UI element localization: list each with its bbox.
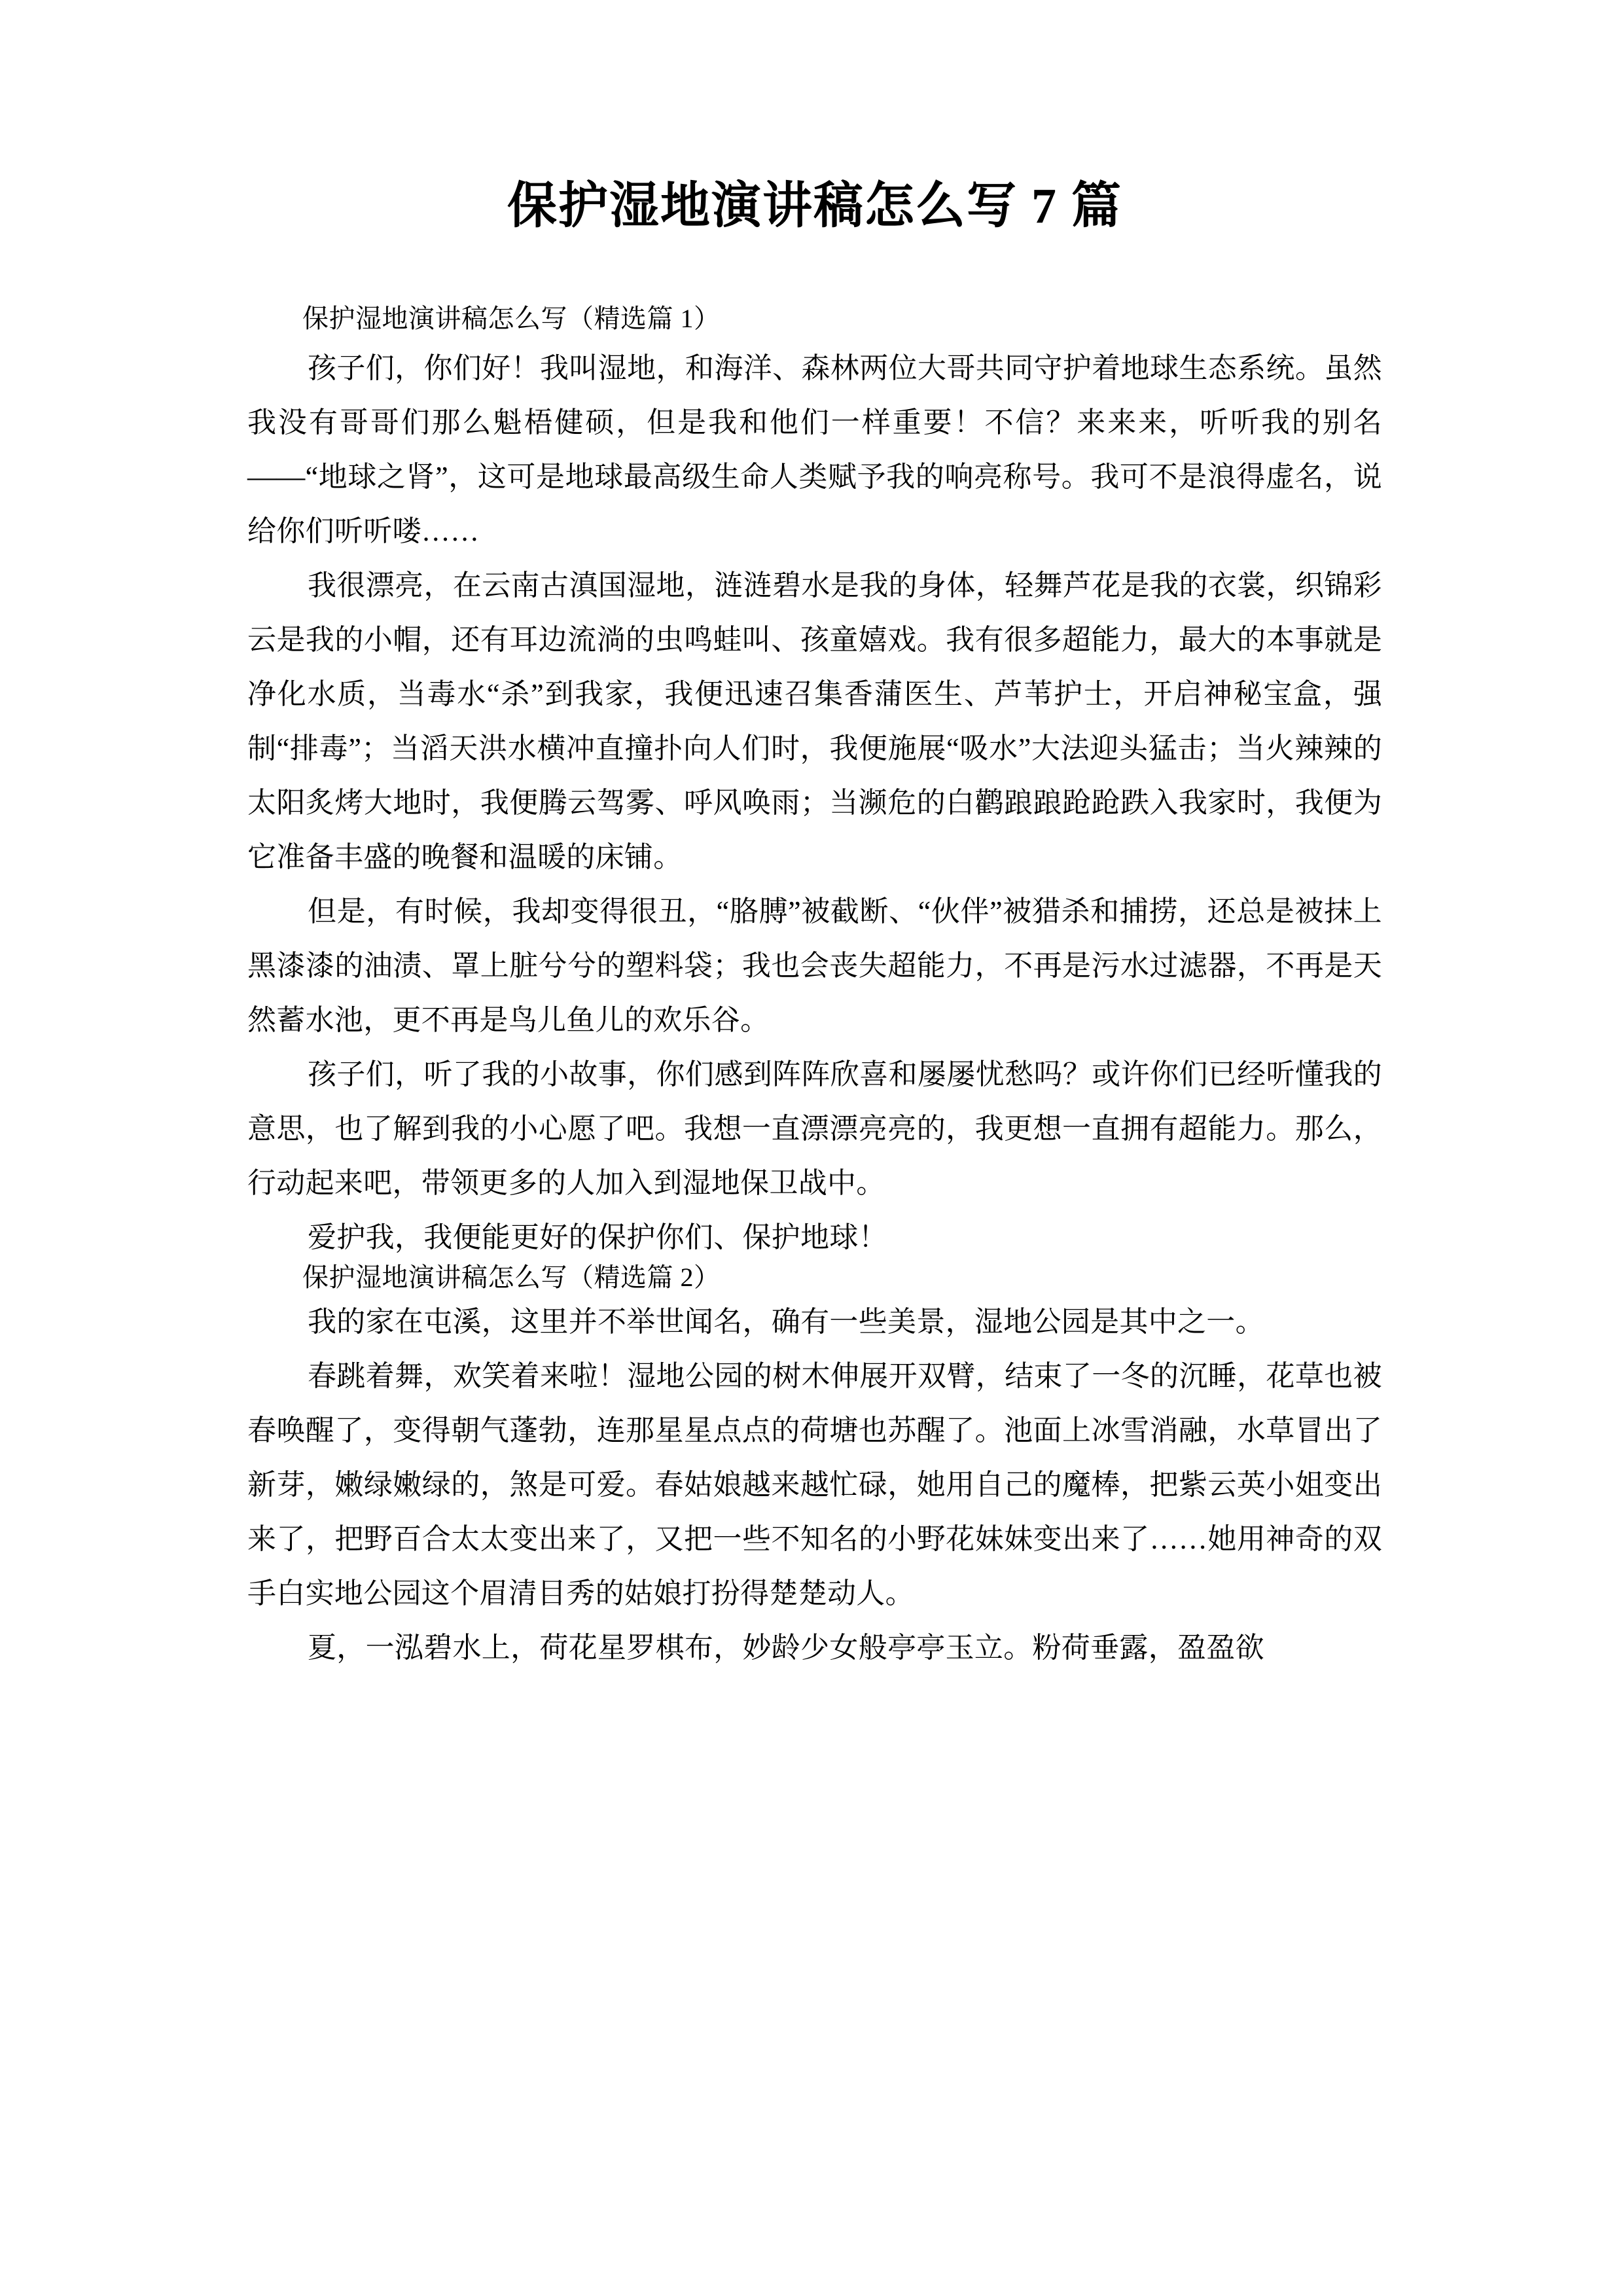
section-heading-2: 保护湿地演讲稿怎么写（精选篇 2） xyxy=(302,1263,721,1292)
paragraph: 春跳着舞，欢笑着来啦！湿地公园的树木伸展开双臂，结束了一冬的沉睡，花草也被春唤醒了，变得朝气蓬勃，连那星星点点的荷塘也苏醒了。池面上冰雪消融，水草冒出了新芽，嫩绿嫩绿的，煞是可爱。春姑娘越来越忙碌，她用自己的魔棒，把紫云英小姐变出来了，把野百合太太变出来了，又把一些不知名的小野花妹妹变出来了……她用神奇的双手白实地公园这个眉清目秀的姑娘打扮得楚楚动人。 xyxy=(247,1360,1382,1609)
paragraph: 爱护我，我便能更好的保护你们、保护地球！ xyxy=(308,1221,887,1253)
page-content xyxy=(247,0,1382,1675)
paragraph: 但是，有时候，我却变得很丑，“胳膊”被截断、“伙伴”被猎杀和捕捞，还总是被抹上黑漆漆的油渍、罩上脏兮兮的塑料袋；我也会丧失超能力，不再是污水过滤器，不再是天然蓄水池，更不再是鸟儿鱼儿的欢乐谷。 xyxy=(247,895,1382,1036)
paragraph: 我的家在屯溪，这里并不举世闻名，确有一些美景，湿地公园是其中之一。 xyxy=(308,1306,1264,1338)
spacer xyxy=(247,332,1382,341)
paragraph: 我很漂亮，在云南古滇国湿地，涟涟碧水是我的身体，轻舞芦花是我的衣裳，织锦彩云是我的小帽，还有耳边流淌的虫鸣蛙叫、孩童嬉戏。我有很多超能力，最大的本事就是净化水质，当毒水“杀”到我家，我便迅速召集香蒲医生、芦苇护士，开启神秘宝盒，强制“排毒”；当滔天洪水横冲直撞扑向人们时，我便施展“吸水”大法迎头猛击；当火辣辣的太阳炙烤大地时，我便腾云驾雾、呼风唤雨；当濒危的白鹳踉踉跄跄跌入我家时，我便为它准备丰盛的晚餐和温暖的床铺。 xyxy=(247,569,1382,873)
section-heading-1: 保护湿地演讲稿怎么写（精选篇 1） xyxy=(302,304,721,333)
title-spacer xyxy=(247,238,1382,306)
paragraph: 夏，一泓碧水上，荷花星罗棋布，妙龄少女般亭亭玉立。粉荷垂露，盈盈欲 xyxy=(308,1632,1264,1664)
paragraph: 孩子们，你们好！我叫湿地，和海洋、森林两位大哥共同守护着地球生态系统。虽然我没有哥哥们那么魁梧健硕，但是我和他们一样重要！不信？来来来，听听我的别名——“地球之肾”，这可是地球最高级生命人类赋予我的响亮称号。我可不是浪得虚名，说给你们听听喽…… xyxy=(247,352,1382,547)
page-title: 保护湿地演讲稿怎么写 7 篇 xyxy=(507,179,1122,234)
paragraph: 孩子们，听了我的小故事，你们感到阵阵欣喜和屡屡忧愁吗？或许你们已经听懂我的意思，也了解到我的小心愿了吧。我想一直漂漂亮亮的，我更想一直拥有超能力。那么，行动起来吧，带领更多的人加入到湿地保卫战中。 xyxy=(247,1058,1382,1199)
